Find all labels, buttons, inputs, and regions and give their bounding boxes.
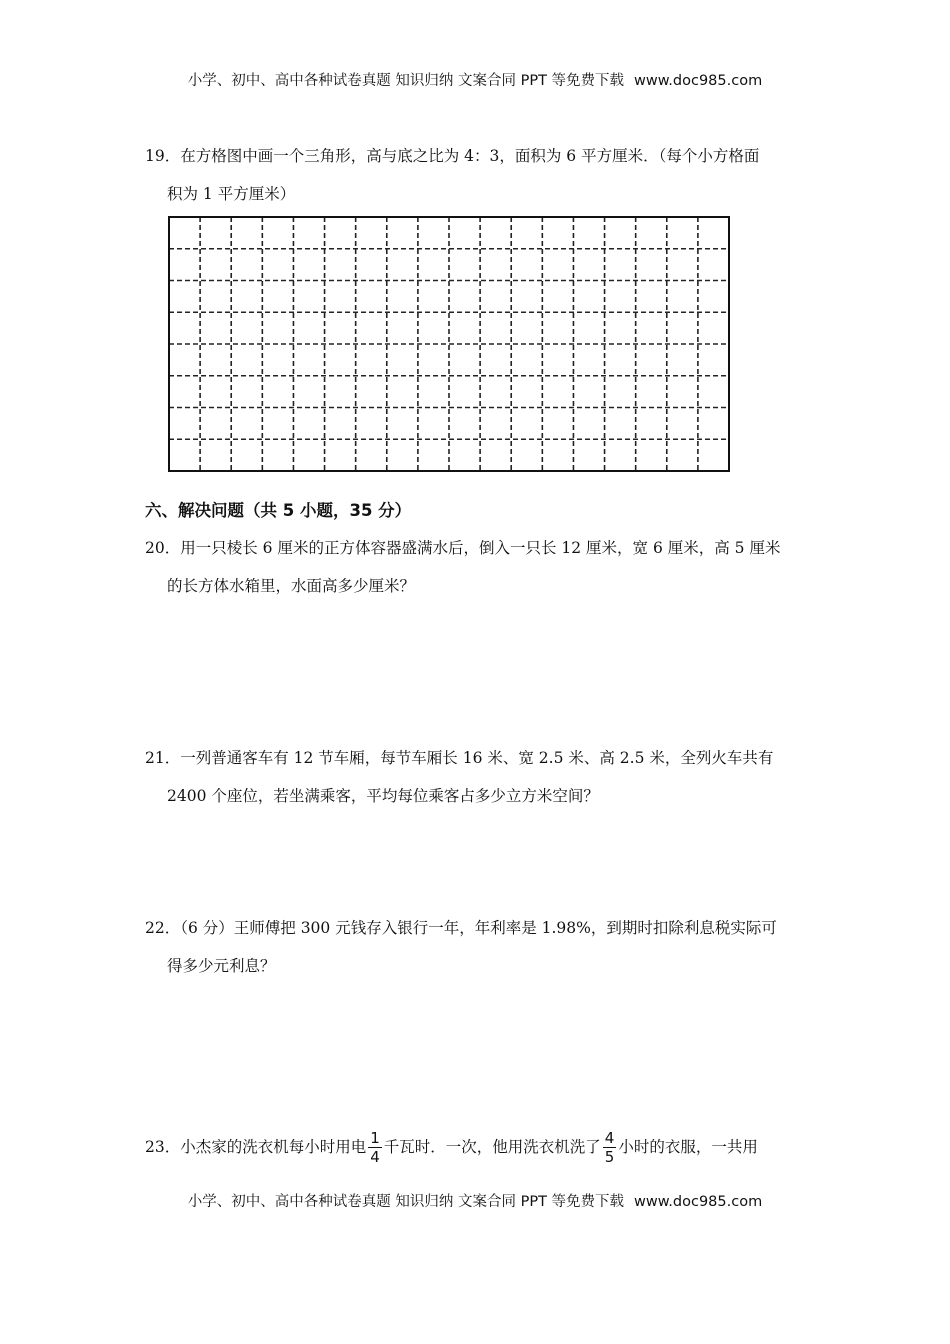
question-20-line1: 20．用一只棱长 6 厘米的正方体容器盛满水后，倒入一只长 12 厘米，宽 6 厘米，高 5 厘米 bbox=[145, 539, 781, 557]
fraction-four-fifths bbox=[603, 1131, 617, 1165]
header-site: www.doc985.com bbox=[634, 73, 763, 89]
square-grid-svg[interactable] bbox=[168, 216, 730, 472]
question-19-line1: 19．在方格图中画一个三角形，高与底之比为 4：3，面积为 6 平方厘米．（每个小方格面 bbox=[145, 147, 760, 165]
question-23-line1 bbox=[145, 1128, 810, 1166]
footer-text: 小学、初中、高中各种试卷真题 知识归纳 文案合同 PPT 等免费下载 bbox=[187, 1194, 625, 1210]
question-21-line2: 2400 个座位，若坐满乘客，平均每位乘客占多少立方米空间？ bbox=[167, 787, 599, 805]
question-22 bbox=[145, 909, 810, 985]
question-20 bbox=[145, 529, 810, 605]
header-text: 小学、初中、高中各种试卷真题 知识归纳 文案合同 PPT 等免费下载 bbox=[187, 73, 625, 89]
question-20-line2: 的长方体水箱里，水面高多少厘米？ bbox=[167, 577, 416, 595]
question-19 bbox=[145, 137, 810, 213]
question-21 bbox=[145, 739, 810, 815]
square-grid[interactable] bbox=[168, 216, 730, 476]
question-23-part1: 23．小杰家的洗衣机每小时用电 bbox=[145, 1138, 367, 1156]
question-19-line2: 积为 1 平方厘米） bbox=[167, 185, 296, 203]
question-22-line1: 22．（6 分）王师傅把 300 元钱存入银行一年，年利率是 1.98%，到期时扣除利息税实际可 bbox=[145, 919, 777, 937]
fraction-2-denominator: 5 bbox=[604, 1148, 615, 1166]
fraction-1-denominator: 4 bbox=[370, 1148, 380, 1166]
question-23 bbox=[145, 1128, 810, 1166]
question-23-part2: 千瓦时．一次，他用洗衣机洗了 bbox=[383, 1138, 601, 1156]
fraction-1-numerator: 1 bbox=[370, 1129, 380, 1147]
fraction-one-quarter bbox=[368, 1131, 382, 1165]
footer-site: www.doc985.com bbox=[634, 1194, 763, 1210]
question-22-line2: 得多少元利息？ bbox=[167, 957, 276, 975]
question-21-line1: 21．一列普通客车有 12 节车厢，每节车厢长 16 米、宽 2.5 米、高 2.5 米，全列火车共有 bbox=[145, 749, 774, 767]
page-footer bbox=[0, 1190, 950, 1211]
section-6-title: 六、解决问题（共 5 小题，35 分） bbox=[145, 501, 412, 520]
page-header bbox=[0, 69, 950, 90]
question-23-part3: 小时的衣服，一共用 bbox=[618, 1138, 758, 1156]
fraction-2-numerator: 4 bbox=[604, 1129, 615, 1147]
